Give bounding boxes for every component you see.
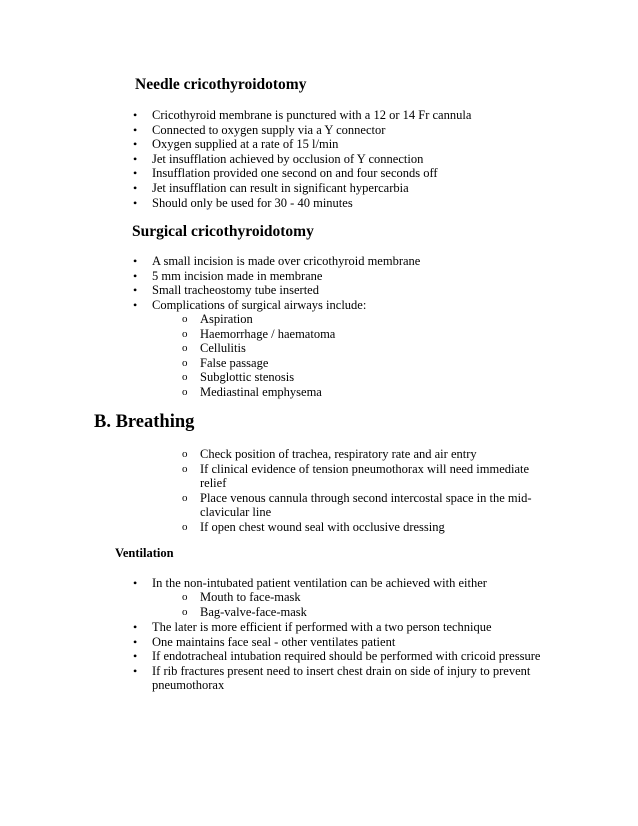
list-item: • If endotracheal intubation required should be performed with cricoid pressure	[152, 649, 570, 664]
breathing-list	[200, 447, 538, 535]
ventilation-heading: Ventilation	[115, 546, 174, 560]
list-item: • In the non-intubated patient ventilation can be achieved with either	[152, 576, 592, 591]
ventilation-list-first	[152, 576, 592, 591]
complications-sublist	[200, 312, 580, 400]
list-item: • One maintains face seal - other ventilates patient	[152, 635, 570, 650]
list-item: o Place venous cannula through second intercostal space in the mid-clavicular line	[200, 491, 538, 520]
list-item: • Complications of surgical airways include:	[152, 298, 592, 313]
list-item: • Insufflation provided one second on and four seconds off	[152, 166, 592, 181]
list-item: • If rib fractures present need to insert chest drain on side of injury to prevent pneumothorax	[152, 664, 570, 693]
list-item: o False passage	[200, 356, 580, 371]
needle-cricothyroidotomy-list	[152, 108, 592, 210]
surgical-cricothyroidotomy-heading: Surgical cricothyroidotomy	[132, 223, 314, 240]
list-item: o Cellulitis	[200, 341, 580, 356]
breathing-heading: B. Breathing	[94, 412, 195, 432]
list-item: o Bag-valve-face-mask	[200, 605, 580, 620]
list-item: o Aspiration	[200, 312, 580, 327]
ventilation-list	[152, 620, 570, 693]
list-item: o Mouth to face-mask	[200, 590, 580, 605]
list-item: o If clinical evidence of tension pneumothorax will need immediate relief	[200, 462, 538, 491]
list-item: • A small incision is made over cricothyroid membrane	[152, 254, 592, 269]
ventilation-methods-sublist	[200, 590, 580, 619]
list-item: • Connected to oxygen supply via a Y connector	[152, 123, 592, 138]
list-item: • The later is more efficient if performed with a two person technique	[152, 620, 570, 635]
list-item: • Small tracheostomy tube inserted	[152, 283, 592, 298]
list-item: • Oxygen supplied at a rate of 15 l/min	[152, 137, 592, 152]
surgical-cricothyroidotomy-list	[152, 254, 592, 312]
list-item: o If open chest wound seal with occlusive dressing	[200, 520, 538, 535]
list-item: • Jet insufflation achieved by occlusion of Y connection	[152, 152, 592, 167]
list-item: • Jet insufflation can result in significant hypercarbia	[152, 181, 592, 196]
needle-cricothyroidotomy-heading: Needle cricothyroidotomy	[135, 76, 307, 93]
list-item: • Cricothyroid membrane is punctured with a 12 or 14 Fr cannula	[152, 108, 592, 123]
list-item: • 5 mm incision made in membrane	[152, 269, 592, 284]
list-item: o Mediastinal emphysema	[200, 385, 580, 400]
list-item: • Should only be used for 30 - 40 minutes	[152, 196, 592, 211]
list-item: o Check position of trachea, respiratory rate and air entry	[200, 447, 538, 462]
list-item: o Subglottic stenosis	[200, 370, 580, 385]
list-item: o Haemorrhage / haematoma	[200, 327, 580, 342]
